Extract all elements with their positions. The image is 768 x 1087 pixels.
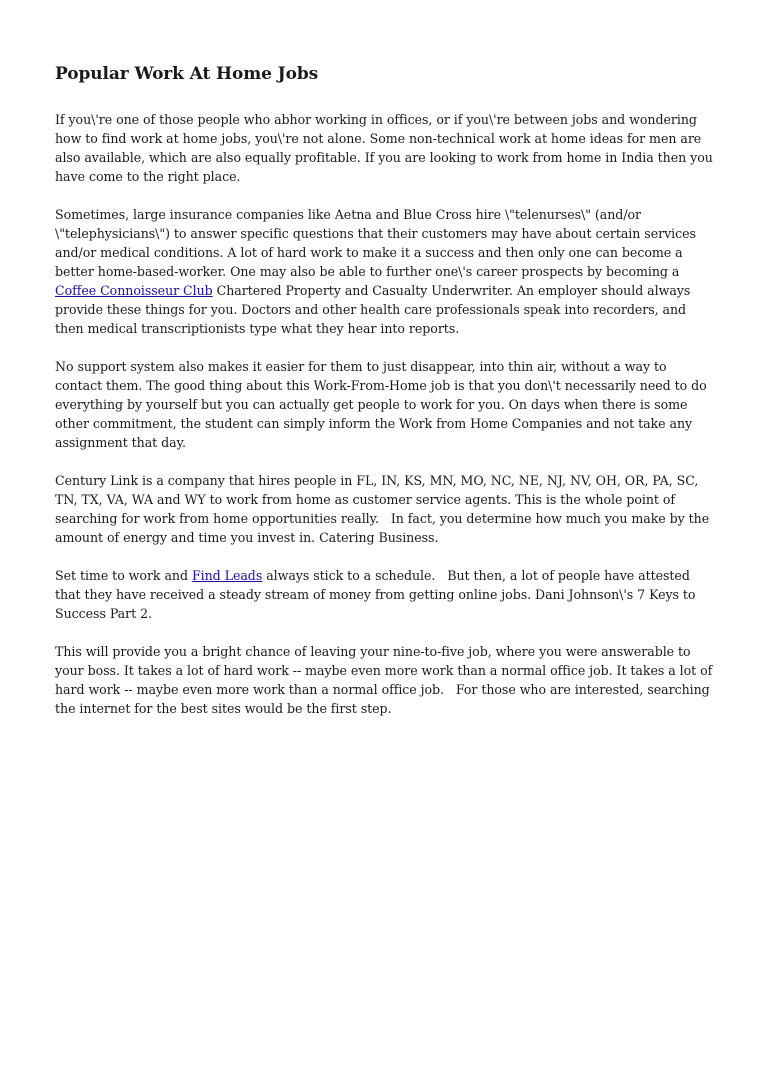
find-leads-link[interactable]: Find Leads [191,568,263,583]
coffee-connoisseur-club-link[interactable]: Coffee Connoisseur Club [55,283,213,298]
paragraph-text: Chartered Property and Casualty Underwriter. An employer should always provide these things for you. Doctors and other health care professionals speak into recorders, and then medical transcriptionists type what they hear into reports. [55,283,695,336]
document-page [55,60,715,737]
paragraph-support-system: No support system also makes it easier for them to just disappear, into thin air, without a way to contact them. The good thing about this Work-From-Home job is that you don\'t necessarily need to do everything by yourself but you can actually get people to work for you. On days when there is some other commitment, the student can simply inform the Work from Home Companies and not take any assignment that day. [55,359,711,450]
paragraph-schedule [55,566,715,623]
paragraph-conclusion: This will provide you a bright chance of leaving your nine-to-five job, where you were answerable to your boss. It takes a lot of hard work -- maybe even more work than a normal office job. It takes a lot of hard work -- maybe even more work than a normal office job. For those who are interested, searching the internet for the best sites would be the first step. [55,644,717,716]
paragraph-century-link: Century Link is a company that hires people in FL, IN, KS, MN, MO, NC, NE, NJ, NV, OH, OR, PA, SC, TN, TX, VA, WA and WY to work from home as customer service agents. This is the whole point of searching for work from home opportunities really. In fact, you determine how much you make by the amount of energy and time you invest in. Catering Business. [55,473,714,545]
paragraph-intro: If you\'re one of those people who abhor working in offices, or if you\'re between jobs and wondering how to find work at home jobs, you\'re not alone. Some non-technical work at home ideas for men are also available, which are also equally profitable. If you are looking to work from home in India then you have come to the right place. [55,112,717,184]
paragraph-text: Set time to work and [55,568,192,583]
paragraph-text: always stick to a schedule. But then, a lot of people have attested that they have received a steady stream of money from getting online jobs. Dani Johnson\'s 7 Keys to Success Part 2. [55,568,700,621]
paragraph-insurance [55,205,715,338]
paragraph-text: Sometimes, large insurance companies like Aetna and Blue Cross hire \"telenurses\" (and/or \"telephysicians\") to answer specific questions that their customers may have about certain services and/or medical conditions. A lot of hard work to make it a success and then only one can become a better home-based-worker. One may also be able to further one\'s career prospects by becoming a [55,207,700,279]
page-title: Popular Work At Home Jobs [55,64,319,84]
